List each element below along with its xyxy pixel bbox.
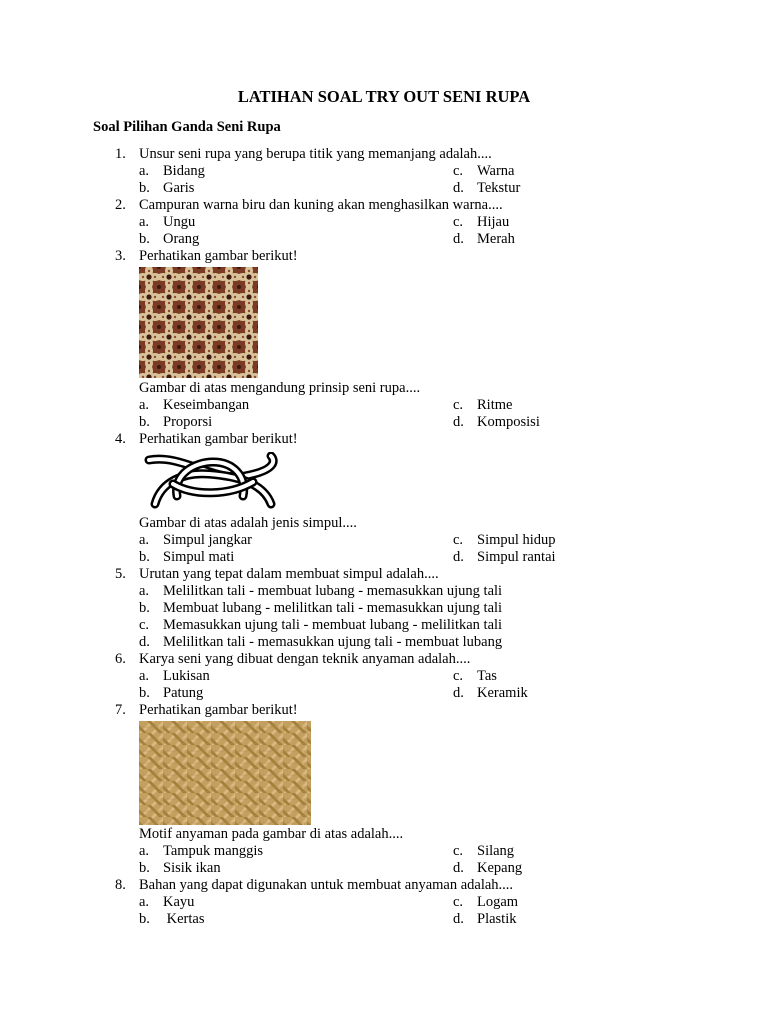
question-text: Bahan yang dapat digunakan untuk membuat anyaman adalah.... bbox=[139, 877, 514, 893]
option-row: a. Keseimbangan c. Ritme bbox=[139, 397, 513, 413]
question-number: 8. bbox=[115, 877, 126, 893]
question-5 bbox=[0, 566, 768, 583]
option-row: a. Tampuk manggis c. Silang bbox=[139, 843, 515, 859]
option-row: b. Sisik ikan d. Kepang bbox=[139, 860, 523, 876]
question-number: 6. bbox=[115, 651, 126, 667]
option-row: b. Patung d. Keramik bbox=[139, 685, 528, 701]
question-2 bbox=[0, 197, 768, 214]
rope-knot-image bbox=[143, 452, 279, 510]
list-option-d: d. Melilitkan tali - memasukkan ujung tali - membuat lubang bbox=[139, 634, 503, 650]
question-number: 5. bbox=[115, 566, 126, 582]
option-row: b. Kertas d. Plastik bbox=[139, 911, 517, 927]
question-text: Urutan yang tepat dalam membuat simpul adalah.... bbox=[139, 566, 439, 582]
option-row: a. Bidang c. Warna bbox=[139, 163, 515, 179]
question-1 bbox=[0, 146, 768, 163]
question-8 bbox=[0, 877, 768, 894]
question-text: Perhatikan gambar berikut! bbox=[139, 431, 298, 447]
option-row: b. Garis d. Tekstur bbox=[139, 180, 521, 196]
question-3 bbox=[0, 248, 768, 265]
question-list bbox=[0, 146, 768, 928]
question-number: 2. bbox=[115, 197, 126, 213]
batik-pattern-image bbox=[139, 267, 258, 378]
question-4 bbox=[0, 431, 768, 448]
question-6 bbox=[0, 651, 768, 668]
batik-image-container bbox=[0, 265, 768, 380]
question-text: Perhatikan gambar berikut! bbox=[139, 702, 298, 718]
option-row: a. Simpul jangkar c. Simpul hidup bbox=[139, 532, 556, 548]
question-number: 3. bbox=[115, 248, 126, 264]
list-option-c: c. Memasukkan ujung tali - membuat lubang - melilitkan tali bbox=[139, 617, 503, 633]
knot-image-container bbox=[0, 448, 768, 515]
page-title: LATIHAN SOAL TRY OUT SENI RUPA bbox=[237, 87, 531, 106]
option-row: a. Lukisan c. Tas bbox=[139, 668, 497, 684]
question-number: 7. bbox=[115, 702, 126, 718]
list-option-a: a. Melilitkan tali - membuat lubang - memasukkan ujung tali bbox=[139, 583, 503, 599]
option-row: a. Kayu c. Logam bbox=[139, 894, 519, 910]
question-text: Campuran warna biru dan kuning akan menghasilkan warna.... bbox=[139, 197, 503, 213]
question-text: Perhatikan gambar berikut! bbox=[139, 248, 298, 264]
option-row: b. Proporsi d. Komposisi bbox=[139, 414, 540, 430]
woven-mat-image bbox=[139, 721, 311, 825]
question-caption: Gambar di atas adalah jenis simpul.... bbox=[139, 515, 357, 531]
question-number: 4. bbox=[115, 431, 126, 447]
option-row: b. Orang d. Merah bbox=[139, 231, 515, 247]
section-subtitle: Soal Pilihan Ganda Seni Rupa bbox=[93, 119, 281, 135]
question-number: 1. bbox=[115, 146, 126, 162]
question-text: Karya seni yang dibuat dengan teknik anyaman adalah.... bbox=[139, 651, 471, 667]
option-row: a. Ungu c. Hijau bbox=[139, 214, 510, 230]
question-caption: Gambar di atas mengandung prinsip seni rupa.... bbox=[139, 380, 421, 396]
question-text: Unsur seni rupa yang berupa titik yang memanjang adalah.... bbox=[139, 146, 492, 162]
list-option-b: b. Membuat lubang - melilitkan tali - memasukkan ujung tali bbox=[139, 600, 503, 616]
weave-image-container bbox=[0, 719, 768, 826]
option-row: b. Simpul mati d. Simpul rantai bbox=[139, 549, 556, 565]
question-7 bbox=[0, 702, 768, 719]
question-caption: Motif anyaman pada gambar di atas adalah.... bbox=[139, 826, 404, 842]
